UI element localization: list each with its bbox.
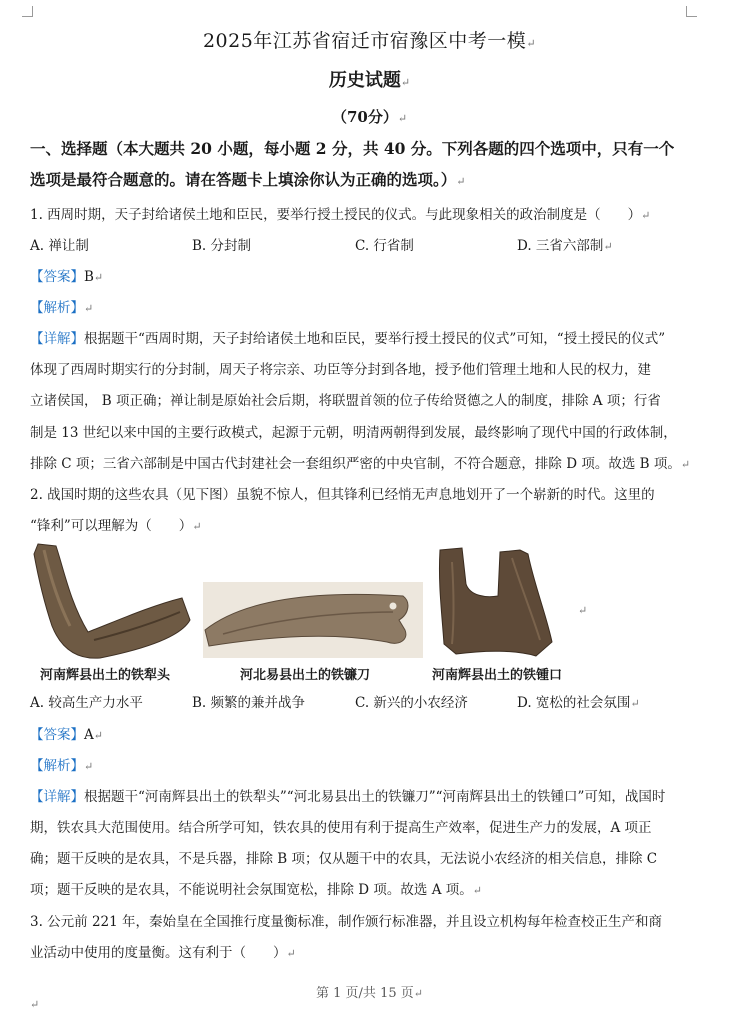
q2-answer: 【答案】A↵ — [30, 727, 103, 743]
q2-caption-spade: 河南辉县出土的铁锺口 — [432, 668, 563, 683]
q2-caption-sickle: 河北易县出土的铁镰刀 — [240, 668, 371, 683]
q2-detail-line3: 确；题干反映的是农具，不是兵器，排除 B 项；仅从题干中的农具，无法说小农经济的相关信息，排除 C — [30, 851, 658, 867]
q1-option-d: D. 三省六部制↵ — [517, 238, 613, 254]
page-title: 2025年江苏省宿迁市宿豫区中考一模↵ — [202, 30, 537, 52]
q2-detail-line2: 期，铁农具大范围使用。结合所学可知，铁农具的使用有利于提高生产效率，促进生产力的发展，A 项正 — [30, 820, 652, 836]
q1-detail-line2: 体现了西周时期实行的分封制，周天子将宗亲、功臣等分封到各地，授予他们管理土地和人民的权力，建 — [30, 362, 651, 378]
q1-option-b: B. 分封制 — [192, 238, 252, 254]
crop-mark-top-right — [686, 6, 697, 17]
q2-detail-line1: 【详解】根据题干“河南辉县出土的铁犁头”“河北易县出土的铁镰刀”“河南辉县出土的铁锺口”可知，战国时 — [30, 789, 666, 805]
q1-detail-line4: 制是 13 世纪以来中国的主要行政模式，起源于元朝，明清两朝得到发展，最终影响了现代中国的行政体制， — [30, 425, 677, 441]
q2-option-a: A. 较高生产力水平 — [30, 695, 143, 711]
q2-stem-line1: 2. 战国时期的这些农具（见下图）虽貌不惊人，但其锋利已经悄无声息地划开了一个崭新的时代。这里的 — [30, 487, 655, 503]
q3-stem-line1: 3. 公元前 221 年，秦始皇在全国推行度量衡标准，制作颁行标准器，并且设立机构每年检查校正生产和商 — [30, 914, 663, 930]
section-heading-line2: 选项是最符合题意的。请在答题卡上填涂你认为正确的选项。）↵ — [30, 170, 466, 189]
q1-option-a: A. 禅让制 — [30, 238, 89, 254]
total-score: （70分）↵ — [331, 108, 408, 126]
q2-caption-plowshare: 河南辉县出土的铁犁头 — [40, 668, 171, 683]
figure-para-mark: ↵ — [578, 604, 588, 617]
q2-option-c: C. 新兴的小农经济 — [355, 695, 468, 711]
q2-stem-line2: “锋利”可以理解为（ ）↵ — [30, 518, 202, 534]
q1-detail-line1: 【详解】根据题干“西周时期，天子封给诸侯土地和臣民，要举行授土授民的仪式”可知，“授土授民的仪式” — [30, 331, 666, 347]
q2-option-b: B. 频繁的兼并战争 — [192, 695, 306, 711]
section-heading-line1: 一、选择题（本大题共 20 小题，每小题 2 分，共 40 分。下列各题的四个选项中，只有一个 — [30, 139, 675, 158]
q3-stem-line2: 业活动中使用的度量衡。这有利于（ ）↵ — [30, 945, 296, 961]
iron-spade-image — [436, 544, 560, 660]
q2-analysis-label: 【解析】↵ — [30, 758, 94, 774]
q1-detail-line5: 排除 C 项；三省六部制是中国古代封建社会一套组织严密的中央官制，不符合题意，排除 D 项。故选 B 项。↵ — [30, 456, 691, 472]
iron-plowshare-image — [30, 540, 192, 662]
q1-analysis-label: 【解析】↵ — [30, 300, 94, 316]
crop-mark-top-left — [22, 6, 33, 17]
q1-option-c: C. 行省制 — [355, 238, 414, 254]
subject-title: 历史试题↵ — [328, 70, 411, 91]
iron-sickle-image — [203, 582, 423, 658]
q1-stem: 1. 西周时期，天子封给诸侯土地和臣民，要举行授土授民的仪式。与此现象相关的政治制度是（ ）↵ — [30, 207, 651, 223]
page-footer: 第 1 页/共 15 页↵ — [316, 986, 423, 1001]
q1-answer: 【答案】B↵ — [30, 269, 104, 285]
end-para-mark: ↵ — [30, 998, 40, 1011]
q1-detail-line3: 立诸侯国， B 项正确；禅让制是原始社会后期，将联盟首领的位子传给贤德之人的制度，排除 A 项；行省 — [30, 393, 661, 409]
q2-option-d: D. 宽松的社会氛围↵ — [517, 695, 640, 711]
q2-detail-line4: 项；题干反映的是农具，不能说明社会氛围宽松，排除 D 项。故选 A 项。↵ — [30, 882, 482, 898]
